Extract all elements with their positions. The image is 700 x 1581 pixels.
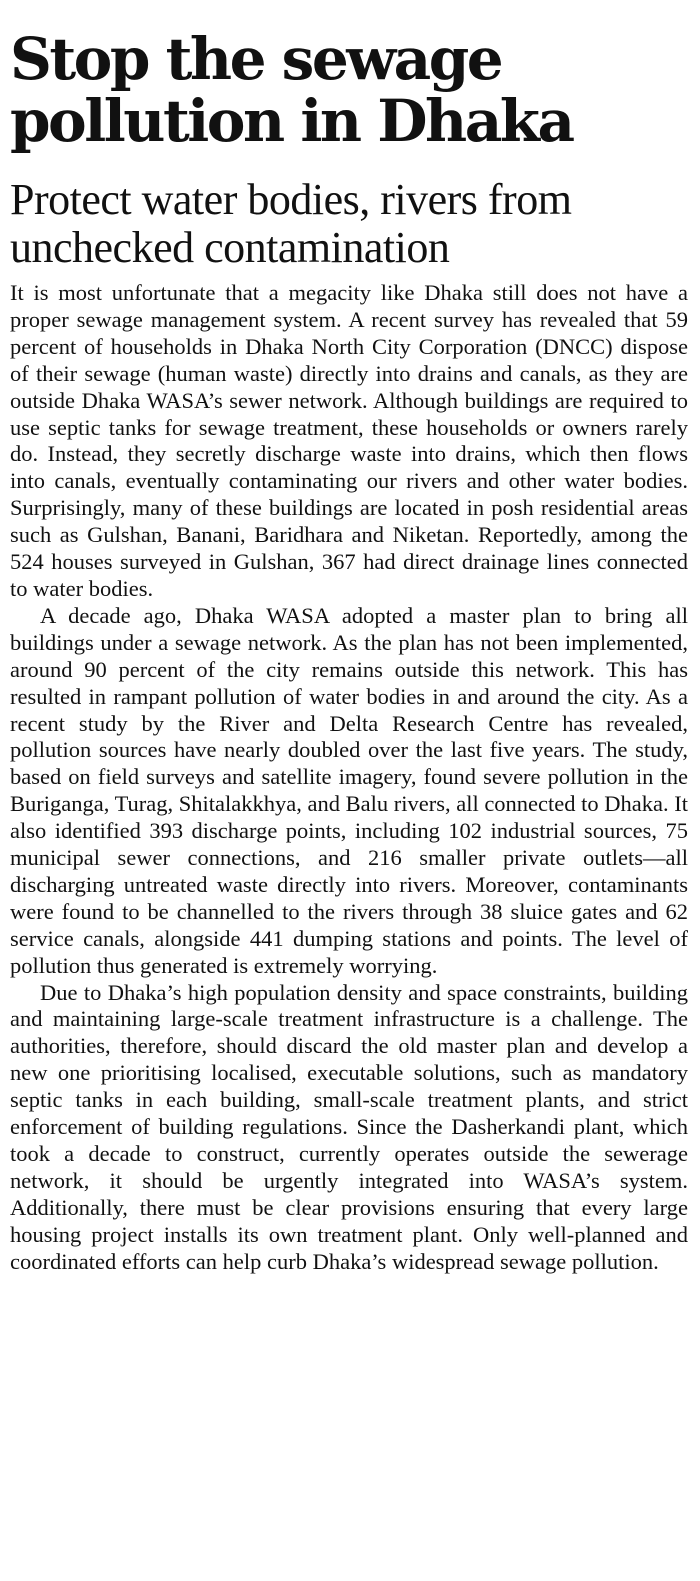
article-subheadline: Protect water bodies, rivers from unchecked contamination <box>10 175 572 272</box>
article-paragraph: It is most unfortunate that a megacity like Dhaka still does not have a proper sewage management system. A recent survey has revealed that 59 percent of households in Dhaka North City Corporation (DNCC) dispose of their sewage (human waste) directly into drains and canals, as they are outside Dhaka WASA’s sewer network. Although buildings are required to use septic tanks for sewage treatment, these households or owners rarely do. Instead, they secretly discharge waste into drains, which then flows into canals, eventually contaminating our rivers and other water bodies. Surprisingly, many of these buildings are located in posh residential areas such as Gulshan, Banani, Baridhara and Niketan. Reportedly, among the 524 houses surveyed in Gulshan, 367 had direct drainage lines connected to water bodies. <box>10 280 688 601</box>
article-headline: Stop the sewage pollution in Dhaka <box>10 25 573 155</box>
article-body <box>10 280 688 1276</box>
article-paragraph: Due to Dhaka’s high population density and space constraints, building and maintaining large-scale treatment infrastructure is a challenge. The authorities, therefore, should discard the old master plan and develop a new one prioritising localised, executable solutions, such as mandatory septic tanks in each building, small-scale treatment plants, and strict enforcement of building regulations. Since the Dasherkandi plant, which took a decade to construct, currently operates outside the sewerage network, it should be urgently integrated into WASA’s system. Additionally, there must be clear provisions ensuring that every large housing project installs its own treatment plant. Only well-planned and coordinated efforts can help curb Dhaka’s widespread sewage pollution. <box>10 979 688 1274</box>
article-paragraph: A decade ago, Dhaka WASA adopted a master plan to bring all buildings under a sewage network. As the plan has not been implemented, around 90 percent of the city remains outside this network. This has resulted in rampant pollution of water bodies in and around the city. As a recent study by the River and Delta Research Centre has revealed, pollution sources have nearly doubled over the last five years. The study, based on field surveys and satellite imagery, found severe pollution in the Buriganga, Turag, Shitalakkhya, and Balu rivers, all connected to Dhaka. It also identified 393 discharge points, including 102 industrial sources, 75 municipal sewer connections, and 216 smaller private outlets—all discharging untreated waste directly into rivers. Moreover, contaminants were found to be channelled to the rivers through 38 sluice gates and 62 service canals, alongside 441 dumping stations and points. The level of pollution thus generated is extremely worrying. <box>10 602 688 978</box>
